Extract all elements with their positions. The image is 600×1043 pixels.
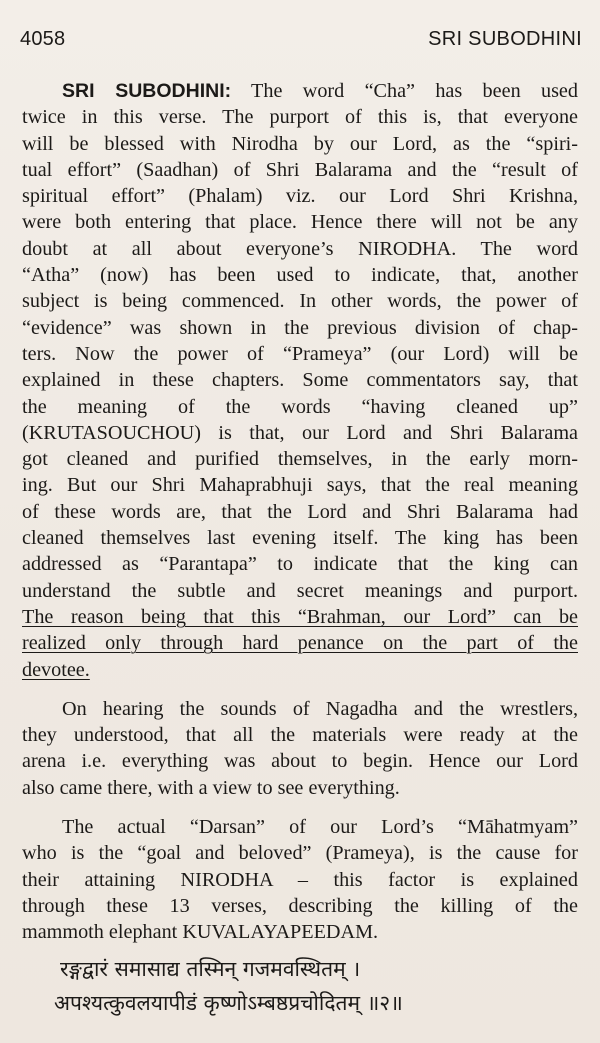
text-line: were both entering that place. Hence there will not be any [22, 211, 578, 234]
text-line: got cleaned and purified themselves, in the early morn- [22, 448, 578, 471]
text-line: also came there, with a view to see everything. [22, 776, 400, 799]
sanskrit-verse [54, 952, 580, 1020]
verse-line-1: रङ्गद्वारं समासाद्य तस्मिन् गजमवस्थितम् । [60, 957, 361, 981]
text-line: understand the subtle and secret meanings and purport. [22, 579, 578, 602]
text-line: “evidence” was shown in the previous division of chap- [22, 316, 578, 339]
text-line: tual effort” (Saadhan) of Shri Balarama and the “result of [22, 158, 578, 181]
text-line: the meaning of the words “having cleaned up” [22, 395, 578, 418]
underlined-text-line: realized only through hard penance on the part of the [22, 632, 578, 655]
text-line: their attaining NIRODHA – this factor is explained [22, 868, 578, 891]
text-line: mammoth elephant KUVALAYAPEEDAM. [22, 921, 379, 944]
underlined-text-line: devotee. [22, 658, 90, 681]
text-line: twice in this verse. The purport of this is, that everyone [22, 106, 578, 129]
verse-line-2: अपश्यत्कुवलयापीडं कृष्णोऽम्बष्ठप्रचोदितम् ॥२॥ [54, 991, 403, 1015]
text-line: of these words are, that the Lord and Shri Balarama had [22, 500, 578, 523]
paragraph-spacer [22, 801, 578, 814]
commentary-text [22, 78, 578, 946]
underlined-text-line: The reason being that this “Brahman, our Lord” can be [22, 605, 578, 628]
text-line: addressed as “Parantapa” to indicate that the king can [22, 553, 578, 576]
text-line: The actual “Darsan” of our Lord’s “Māhatmyam” [62, 816, 578, 839]
text-line: through these 13 verses, describing the killing of the [22, 894, 578, 917]
text-line: doubt at all about everyone’s NIRODHA. The word [22, 237, 578, 260]
text-line: On hearing the sounds of Nagadha and the wrestlers, [62, 697, 578, 720]
text-line: (KRUTASOUCHOU) is that, our Lord and Shri Balarama [22, 421, 578, 444]
paragraph-spacer [22, 683, 578, 696]
text-line: arena i.e. everything was about to begin. Hence our Lord [22, 750, 578, 773]
paragraph-3 [22, 814, 578, 945]
paragraph-1 [22, 78, 578, 683]
text-line: will be blessed with Nirodha by our Lord, as the “spiri- [22, 132, 578, 155]
text-line: ing. But our Shri Mahaprabhuji says, that the real meaning [22, 474, 578, 497]
text-line: spiritual effort” (Phalam) viz. our Lord Shri Krishna, [22, 185, 578, 208]
page-header [20, 28, 582, 58]
text-line: “Atha” (now) has been used to indicate, that, another [22, 264, 578, 287]
paragraph-2 [22, 696, 578, 801]
text-line: cleaned themselves last evening itself. The king has been [22, 527, 578, 550]
page-number: 4058 [20, 28, 66, 50]
text-line: ters. Now the power of “Prameya” (our Lord) will be [22, 342, 578, 365]
text-line: who is the “goal and beloved” (Prameya), is the cause for [22, 842, 578, 865]
text-line: they understood, that all the materials were ready at the [22, 724, 578, 747]
text-line: subject is being commenced. In other words, the power of [22, 290, 578, 313]
text-line: SRI SUBODHINI: The word “Cha” has been used [62, 80, 578, 102]
section-lead: SRI SUBODHINI: [62, 80, 232, 102]
running-head: SRI SUBODHINI [428, 28, 582, 50]
text-line: explained in these chapters. Some commentators say, that [22, 369, 578, 392]
